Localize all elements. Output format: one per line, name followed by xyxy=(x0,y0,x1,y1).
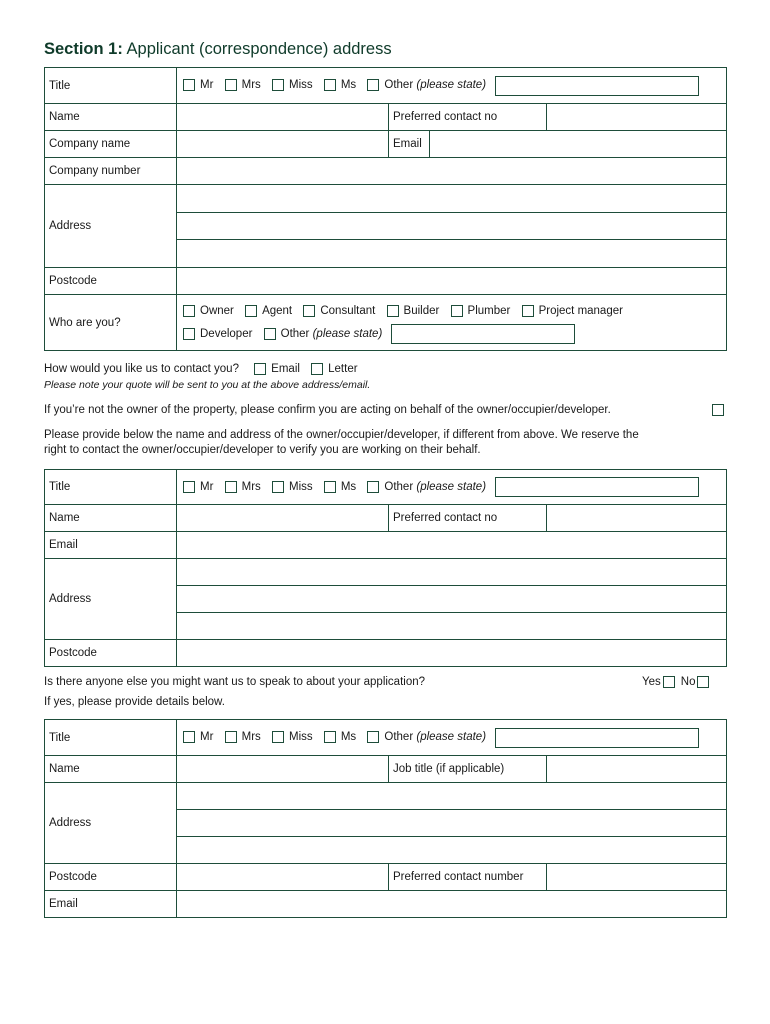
section-heading-text: Applicant (correspondence) address xyxy=(122,40,392,58)
owner-email-label: Email xyxy=(45,532,177,559)
contact-email-checkbox[interactable] xyxy=(254,363,266,375)
section-number: Section 1: xyxy=(44,40,123,58)
third-other-title-checkbox[interactable] xyxy=(367,731,379,743)
third-name-field[interactable] xyxy=(177,756,389,783)
owner-mrs-checkbox[interactable] xyxy=(225,481,237,493)
owner-address-label: Address xyxy=(45,559,177,640)
third-title-options: Mr Mrs Miss Ms Other (please state) xyxy=(177,720,727,756)
email-cell xyxy=(389,131,727,158)
owner-ms-checkbox[interactable] xyxy=(324,481,336,493)
third-name-label: Name xyxy=(45,756,177,783)
third-postcode-field[interactable] xyxy=(177,864,389,891)
owner-preferred-contact-label: Preferred contact no xyxy=(389,505,547,532)
third-email-label: Email xyxy=(45,891,177,918)
miss-checkbox[interactable] xyxy=(272,79,284,91)
preferred-contact-field[interactable] xyxy=(547,104,727,131)
address-line-3[interactable] xyxy=(177,240,727,268)
address-label: Address xyxy=(45,185,177,268)
owner-title-label: Title xyxy=(45,470,177,505)
company-number-field[interactable] xyxy=(177,158,727,185)
third-job-title-label: Job title (if applicable) xyxy=(389,756,547,783)
address-line-1[interactable] xyxy=(177,185,727,213)
name-field[interactable] xyxy=(177,104,389,131)
owner-provide-line-1: Please provide below the name and address of the owner/occupier/developer, if different from above. We reserve the xyxy=(44,429,639,441)
other-title-checkbox[interactable] xyxy=(367,79,379,91)
owner-other-title-input[interactable] xyxy=(495,477,699,497)
ms-checkbox[interactable] xyxy=(324,79,336,91)
owner-name-field[interactable] xyxy=(177,505,389,532)
no-checkbox[interactable] xyxy=(697,676,709,688)
owner-checkbox[interactable] xyxy=(183,305,195,317)
third-preferred-contact-field[interactable] xyxy=(547,864,727,891)
who-label: Who are you? xyxy=(45,295,177,351)
email-field[interactable] xyxy=(430,131,726,157)
third-title-label: Title xyxy=(45,720,177,756)
owner-other-title-checkbox[interactable] xyxy=(367,481,379,493)
title-label: Title xyxy=(45,68,177,104)
agent-checkbox[interactable] xyxy=(245,305,257,317)
company-name-label: Company name xyxy=(45,131,177,158)
owner-postcode-label: Postcode xyxy=(45,640,177,667)
who-options: Owner Agent Consultant Builder Plumber Project manager Developer Other (please state) xyxy=(177,295,727,351)
owner-address-line-1[interactable] xyxy=(177,559,727,586)
other-who-checkbox[interactable] xyxy=(264,328,276,340)
other-who-input[interactable] xyxy=(391,324,575,344)
developer-checkbox[interactable] xyxy=(183,328,195,340)
third-address-line-2[interactable] xyxy=(177,810,727,837)
third-address-line-1[interactable] xyxy=(177,783,727,810)
third-preferred-contact-label: Preferred contact number xyxy=(389,864,547,891)
owner-title-options: Mr Mrs Miss Ms Other (please state) xyxy=(177,470,727,505)
owner-mr-checkbox[interactable] xyxy=(183,481,195,493)
third-job-title-field[interactable] xyxy=(547,756,727,783)
applicant-table xyxy=(44,67,727,351)
yes-label: Yes xyxy=(642,676,661,689)
preferred-contact-label: Preferred contact no xyxy=(389,104,547,131)
company-name-field[interactable] xyxy=(177,131,389,158)
owner-postcode-field[interactable] xyxy=(177,640,727,667)
builder-checkbox[interactable] xyxy=(387,305,399,317)
postcode-label: Postcode xyxy=(45,268,177,295)
owner-address-line-3[interactable] xyxy=(177,613,727,640)
project-manager-checkbox[interactable] xyxy=(522,305,534,317)
third-mr-checkbox[interactable] xyxy=(183,731,195,743)
company-number-label: Company number xyxy=(45,158,177,185)
third-party-table xyxy=(44,719,727,918)
email-label: Email xyxy=(389,131,430,157)
address-line-2[interactable] xyxy=(177,212,727,240)
third-email-field[interactable] xyxy=(177,891,727,918)
contact-preference: How would you like us to contact you? Email Letter xyxy=(44,363,358,376)
owner-address-line-2[interactable] xyxy=(177,586,727,613)
no-label: No xyxy=(680,676,696,689)
name-label: Name xyxy=(45,104,177,131)
owner-confirm-text: If you’re not the owner of the property, please confirm you are acting on behalf of the owner/occupier/developer. xyxy=(44,404,611,416)
owner-miss-checkbox[interactable] xyxy=(272,481,284,493)
plumber-checkbox[interactable] xyxy=(451,305,463,317)
other-title-input[interactable] xyxy=(495,76,699,96)
third-address-label: Address xyxy=(45,783,177,864)
quote-note: Please note your quote will be sent to you at the above address/email. xyxy=(44,379,371,391)
mrs-checkbox[interactable] xyxy=(225,79,237,91)
consultant-checkbox[interactable] xyxy=(303,305,315,317)
contact-question: How would you like us to contact you? xyxy=(44,363,239,376)
third-postcode-label: Postcode xyxy=(45,864,177,891)
owner-preferred-contact-field[interactable] xyxy=(547,505,727,532)
owner-provide-line-2: right to contact the owner/occupier/developer to verify you are working on their behalf. xyxy=(44,444,481,456)
owner-confirm-checkbox[interactable] xyxy=(712,404,724,416)
section-title xyxy=(44,40,392,59)
third-ms-checkbox[interactable] xyxy=(324,731,336,743)
anyone-else-details: If yes, please provide details below. xyxy=(44,696,225,708)
contact-letter-checkbox[interactable] xyxy=(311,363,323,375)
yes-checkbox[interactable] xyxy=(663,676,675,688)
third-address-line-3[interactable] xyxy=(177,837,727,864)
owner-email-field[interactable] xyxy=(177,532,727,559)
anyone-else-question: Is there anyone else you might want us to speak to about your application? xyxy=(44,676,426,688)
title-options: Mr Mrs Miss Ms Other (please state) xyxy=(177,68,727,104)
owner-table xyxy=(44,469,727,667)
owner-name-label: Name xyxy=(45,505,177,532)
third-miss-checkbox[interactable] xyxy=(272,731,284,743)
mr-checkbox[interactable] xyxy=(183,79,195,91)
anyone-else-options xyxy=(642,676,709,688)
third-mrs-checkbox[interactable] xyxy=(225,731,237,743)
third-other-title-input[interactable] xyxy=(495,728,699,748)
postcode-field[interactable] xyxy=(177,268,727,295)
